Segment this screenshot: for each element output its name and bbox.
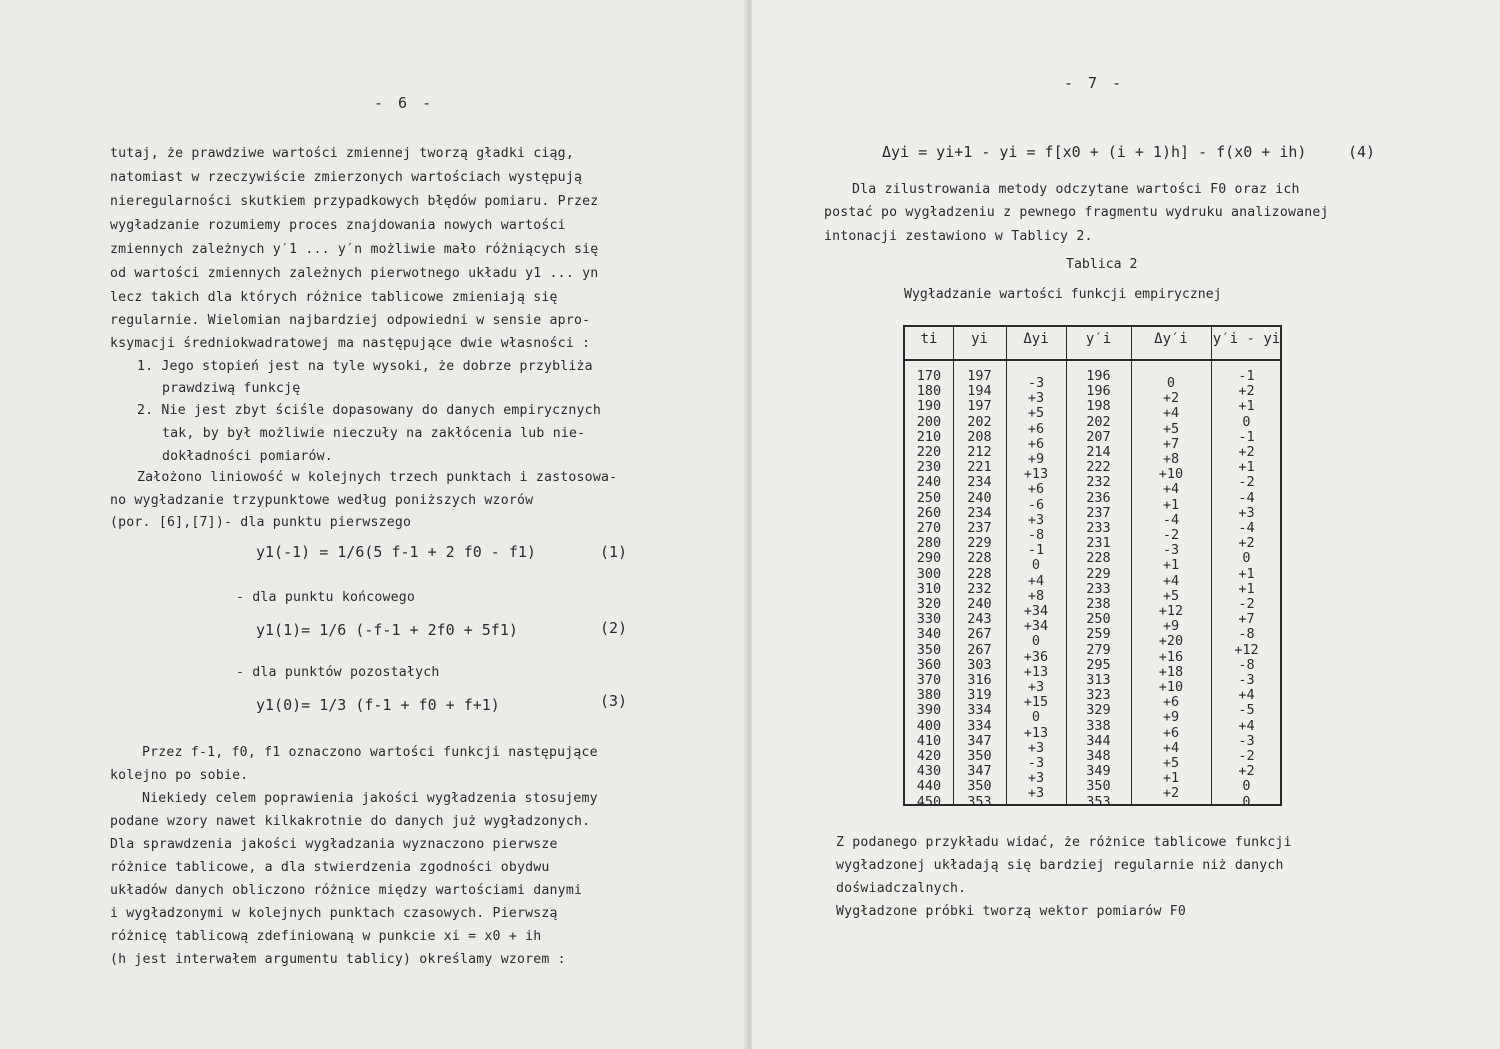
table-cell: +3 [1027, 390, 1045, 407]
text-line: Wygładzone próbki tworzą wektor pomiarów F0 [836, 904, 1187, 919]
table-cell: +2 [1238, 763, 1255, 780]
table-cell: +4 [1162, 481, 1180, 498]
table-cell: +13 [1023, 466, 1049, 483]
table-cell: +20 [1158, 633, 1184, 650]
table-cell: +5 [1162, 587, 1180, 604]
table-cell: 228 [967, 550, 992, 567]
text-line: Przez f-1, f0, f1 oznaczono wartości funkcji następujące [142, 745, 598, 760]
table-cell: +34 [1023, 618, 1049, 635]
table-cell: -8 [1027, 527, 1045, 544]
table-cell: +5 [1162, 755, 1180, 772]
table-cell: 197 [967, 398, 992, 415]
table-cell: 313 [1086, 672, 1111, 689]
table-cell: 259 [1086, 626, 1111, 643]
table-cell: 170 [916, 368, 942, 384]
table-cell: +36 [1023, 648, 1049, 665]
table-cell: +1 [1162, 770, 1180, 787]
text-line: ksymacji średniokwadratowej ma następujące dwie własności : [110, 336, 591, 351]
table-cell: 450 [916, 793, 942, 810]
text-line: no wygładzanie trzypunktowe według poniższych wzorów [110, 493, 534, 508]
table-cell: 230 [916, 459, 942, 476]
table-cell: 237 [1086, 504, 1111, 521]
table-cell: -2 [1238, 596, 1255, 613]
table-cell: -3 [1238, 732, 1255, 749]
table-cell: +6 [1027, 435, 1045, 452]
table-cell: 243 [967, 611, 992, 628]
table-cell: +15 [1023, 694, 1049, 711]
text-line: podane wzory nawet kilkakrotnie do danych już wygładzonych. [110, 814, 591, 829]
table-cell: 319 [967, 687, 992, 704]
table-cell: +2 [1238, 535, 1255, 552]
text-line: intonacji zestawiono w Tablicy 2. [824, 229, 1093, 244]
text-line: lecz takich dla których różnice tablicowe zmieniają się [110, 290, 558, 305]
table-cell: 323 [1086, 687, 1111, 704]
table-cell: -3 [1238, 672, 1255, 689]
table-cell: +5 [1027, 405, 1045, 422]
table-cell: 0 [1242, 793, 1251, 810]
table-cell: +6 [1027, 420, 1045, 437]
text-line: postać po wygładzeniu z pewnego fragmentu wydruku analizowanej [824, 205, 1329, 220]
table-cell: 0 [1166, 375, 1176, 391]
table-cell: 222 [1086, 459, 1111, 476]
table-cell: +4 [1238, 717, 1255, 734]
table-cell: 350 [967, 778, 992, 795]
table-cell: 212 [967, 444, 992, 461]
formula-number: (2) [600, 619, 628, 637]
table-cell: -4 [1238, 520, 1255, 537]
table-cell: 440 [916, 778, 942, 795]
formula-1: y1(-1) = 1/6(5 f-1 + 2 f0 - f1) [256, 543, 536, 561]
table-column-dy [1006, 376, 1066, 802]
table-cell: 347 [967, 763, 992, 780]
table-cell: 400 [916, 717, 942, 734]
table-cell: -5 [1238, 702, 1255, 719]
table-cell: 316 [967, 672, 992, 689]
table-cell: 410 [916, 732, 942, 749]
table-cell: 334 [967, 702, 992, 719]
table-cell: 197 [967, 368, 992, 384]
table-cell: +3 [1027, 739, 1045, 756]
table-cell: 198 [1086, 398, 1111, 415]
table-cell: 196 [1086, 383, 1111, 400]
table-cell: -3 [1027, 755, 1045, 772]
table-cell: 194 [967, 383, 992, 400]
table-cell: 202 [967, 413, 992, 430]
table-cell: 220 [916, 444, 942, 461]
table-cell: +12 [1158, 603, 1184, 620]
table-caption: Wygładzanie wartości funkcji empirycznej [904, 287, 1222, 302]
table-cell: 420 [916, 748, 942, 765]
table-cell: 330 [916, 611, 942, 628]
table-cell: +9 [1162, 709, 1180, 726]
table-cell: 348 [1086, 748, 1111, 765]
table-header-cell: y′i - yi [1212, 331, 1281, 347]
table-column-y-smoothed [1066, 369, 1131, 810]
table-cell: -1 [1238, 368, 1255, 384]
table-cell: +8 [1162, 451, 1180, 468]
table-cell: -1 [1027, 542, 1045, 559]
text-line: - dla punktów pozostałych [236, 665, 440, 680]
table-cell: 353 [1086, 793, 1111, 810]
table-cell: 0 [1242, 413, 1251, 430]
text-line: układów danych obliczono różnice między wartościami danymi [110, 883, 583, 898]
table-cell: +13 [1023, 724, 1049, 741]
table-cell: -4 [1162, 511, 1180, 528]
table-cell: +18 [1158, 663, 1184, 680]
table-cell: +7 [1162, 435, 1180, 452]
table-cell: +34 [1023, 603, 1049, 620]
table-cell: 430 [916, 763, 942, 780]
text-line: - dla punktu końcowego [236, 590, 416, 605]
list-item-continuation: prawdziwą funkcję [162, 381, 301, 396]
table-cell: 232 [967, 580, 992, 597]
text-line: Założono liniowość w kolejnych trzech punktach i zastosowa- [137, 470, 618, 485]
table-cell: 190 [916, 398, 942, 415]
table-cell: 267 [967, 641, 992, 658]
table-cell: 233 [1086, 520, 1111, 537]
list-item-continuation: dokładności pomiarów. [162, 449, 333, 464]
table-cell: 360 [916, 656, 942, 673]
table-cell: +12 [1234, 641, 1259, 658]
table-header-cell: y′i [1085, 331, 1112, 347]
table-cell: 236 [1086, 489, 1111, 506]
table-header-cell: Δyi [1023, 331, 1049, 347]
table-cell: 320 [916, 596, 942, 613]
text-line: różnicę tablicową zdefiniowaną w punkcie xi = x0 + ih [110, 929, 542, 944]
table-column-t [905, 369, 953, 810]
table-cell: 280 [916, 535, 942, 552]
table-cell: 229 [1086, 565, 1111, 582]
table-cell: +7 [1238, 611, 1255, 628]
table-cell: 347 [967, 732, 992, 749]
table-cell: 0 [1031, 633, 1041, 650]
list-item: 1. Jego stopień jest na tyle wysoki, że dobrze przybliża [137, 359, 593, 374]
table-cell: 232 [1086, 474, 1111, 491]
table-cell: 338 [1086, 717, 1111, 734]
table-cell: 349 [1086, 763, 1111, 780]
table-cell: 350 [916, 641, 942, 658]
table-column-dy-smoothed [1131, 376, 1211, 802]
table-cell: 221 [967, 459, 992, 476]
text-line: natomiast w rzeczywiście zmierzonych wartościach występują [110, 170, 583, 185]
table-cell: 290 [916, 550, 942, 567]
text-line: wygładzonej układają się bardziej regularnie niż danych [836, 858, 1284, 873]
table-cell: 300 [916, 565, 942, 582]
table-cell: +2 [1162, 785, 1180, 802]
table-cell: -3 [1162, 542, 1180, 559]
text-line: różnice tablicowe, a dla stwierdzenia zgodności obydwu [110, 860, 550, 875]
text-line: Dla zilustrowania metody odczytane wartości F0 oraz ich [852, 182, 1300, 197]
table-cell: -8 [1238, 656, 1255, 673]
table-cell: 0 [1242, 550, 1251, 567]
table-cell: +3 [1027, 770, 1045, 787]
formula-number: (1) [600, 543, 628, 561]
table-cell: +1 [1238, 459, 1255, 476]
table-cell: +5 [1162, 420, 1180, 437]
table-cell: +6 [1027, 481, 1045, 498]
table-cell: 310 [916, 580, 942, 597]
table-label: Tablica 2 [1066, 257, 1138, 272]
table-cell: 210 [916, 428, 942, 445]
table-cell: +9 [1162, 618, 1180, 635]
table-header-cell: yi [971, 331, 988, 347]
table-cell: 240 [916, 474, 942, 491]
table-cell: 390 [916, 702, 942, 719]
table-cell: +16 [1158, 648, 1184, 665]
table-cell: +3 [1027, 785, 1045, 802]
table-cell: 334 [967, 717, 992, 734]
table-cell: 295 [1086, 656, 1111, 673]
table-cell: 229 [967, 535, 992, 552]
table-cell: 0 [1031, 709, 1041, 726]
table-cell: +4 [1162, 739, 1180, 756]
table-cell: 350 [967, 748, 992, 765]
formula-3: y1(0)= 1/3 (f-1 + f0 + f+1) [256, 696, 500, 714]
table-cell: 238 [1086, 596, 1111, 613]
table-cell: 344 [1086, 732, 1111, 749]
table-cell: -6 [1027, 496, 1045, 513]
table-cell: +1 [1238, 565, 1255, 582]
table-cell: 250 [916, 489, 942, 506]
table-cell: 303 [967, 656, 992, 673]
formula-number: (3) [600, 692, 628, 710]
table-cell: 240 [967, 596, 992, 613]
text-line: tutaj, że prawdziwe wartości zmiennej tworzą gładki ciąg, [110, 146, 574, 161]
table-header-rule [905, 359, 1280, 361]
data-table [903, 325, 1282, 810]
text-line: doświadczalnych. [836, 881, 967, 896]
table-header-cell: Δy′i [1154, 331, 1188, 347]
table-cell: +1 [1162, 496, 1180, 513]
table-cell: 207 [1086, 428, 1111, 445]
table-cell: 208 [967, 428, 992, 445]
text-line: kolejno po sobie. [110, 768, 249, 783]
table-cell: 267 [967, 626, 992, 643]
table-cell: 250 [1086, 611, 1111, 628]
table-cell: 202 [1086, 413, 1111, 430]
list-item-continuation: tak, by był możliwie nieczuły na zakłócenia lub nie- [162, 426, 586, 441]
table-cell: 214 [1086, 444, 1111, 461]
right-page [752, 0, 1500, 1049]
table-cell: 228 [967, 565, 992, 582]
table-cell: 380 [916, 687, 942, 704]
table-cell: +2 [1238, 383, 1255, 400]
table-cell: -2 [1238, 474, 1255, 491]
table-column-difference [1211, 369, 1282, 810]
text-line: regularnie. Wielomian najbardziej odpowiedni w sensie apro- [110, 313, 591, 328]
table-cell: 196 [1086, 368, 1111, 384]
table-cell: 370 [916, 672, 942, 689]
table-cell: 180 [916, 383, 942, 400]
text-line: Niekiedy celem poprawienia jakości wygładzenia stosujemy [142, 791, 598, 806]
table-cell: 240 [967, 489, 992, 506]
table-cell: +10 [1158, 466, 1184, 483]
table-cell: 260 [916, 504, 942, 521]
table-cell: 200 [916, 413, 942, 430]
table-cell: +10 [1158, 679, 1184, 696]
table-cell: -4 [1238, 489, 1255, 506]
table-cell: +4 [1238, 687, 1255, 704]
formula-2: y1(1)= 1/6 (-f-1 + 2f0 + 5f1) [256, 621, 518, 639]
table-cell: +4 [1162, 572, 1180, 589]
table-header-cell: ti [920, 331, 938, 347]
table-cell: +4 [1027, 572, 1045, 589]
table-cell: +3 [1027, 679, 1045, 696]
table-cell: +2 [1162, 390, 1180, 407]
table-cell: 340 [916, 626, 942, 643]
formula-number: (4) [1348, 143, 1376, 161]
table-cell: 237 [967, 520, 992, 537]
table-cell: 228 [1086, 550, 1111, 567]
table-cell: +6 [1162, 694, 1180, 711]
table-cell: 234 [967, 504, 992, 521]
list-item: 2. Nie jest zbyt ściśle dopasowany do danych empirycznych [137, 403, 601, 418]
table-cell: 270 [916, 520, 942, 537]
table-cell: 329 [1086, 702, 1111, 719]
text-line: od wartości zmiennych zależnych pierwotnego układu y1 ... yn [110, 266, 599, 281]
table-cell: +13 [1023, 663, 1049, 680]
table-cell: 279 [1086, 641, 1111, 658]
text-line: (h jest interwałem argumentu tablicy) określamy wzorem : [110, 952, 566, 967]
table-cell: +1 [1238, 398, 1255, 415]
text-line: (por. [6],[7])- dla punktu pierwszego [110, 515, 412, 530]
table-cell: +8 [1027, 587, 1045, 604]
table-cell: -1 [1238, 428, 1255, 445]
text-line: Z podanego przykładu widać, że różnice tablicowe funkcji [836, 835, 1292, 850]
table-cell: 353 [967, 793, 992, 810]
table-cell: 234 [967, 474, 992, 491]
page-number: - 6 - [374, 94, 435, 112]
table-cell: +9 [1027, 451, 1045, 468]
text-line: nieregularności skutkiem przypadkowych błędów pomiaru. Przez [110, 194, 599, 209]
text-line: wygładzanie rozumiemy proces znajdowania nowych wartości [110, 218, 566, 233]
table-cell: -8 [1238, 626, 1255, 643]
left-page [0, 0, 748, 1049]
table-cell: 233 [1086, 580, 1111, 597]
table-cell: 350 [1086, 778, 1111, 795]
page-number: - 7 - [1064, 74, 1125, 92]
table-cell: 231 [1086, 535, 1111, 552]
table-cell: +3 [1238, 504, 1255, 521]
table-cell: -2 [1162, 527, 1180, 544]
table-cell: +1 [1162, 557, 1180, 574]
text-line: i wygładzonymi w kolejnych punktach czasowych. Pierwszą [110, 906, 558, 921]
formula-4: Δyi = yi+1 - yi = f[x0 + (i + 1)h] - f(x0 + ih) [882, 143, 1307, 161]
table-cell: +3 [1027, 511, 1045, 528]
table-cell: 0 [1031, 557, 1041, 574]
text-line: Dla sprawdzenia jakości wygładzania wyznaczono pierwsze [110, 837, 558, 852]
table-cell: +6 [1162, 724, 1180, 741]
table-cell: +2 [1238, 444, 1255, 461]
table-cell: +1 [1238, 580, 1255, 597]
table-cell: -3 [1027, 375, 1045, 391]
table-cell: -2 [1238, 748, 1255, 765]
table-cell: 0 [1242, 778, 1251, 795]
table-cell: +4 [1162, 405, 1180, 422]
table-column-y [953, 369, 1006, 810]
text-line: zmiennych zależnych y′1 ... y′n możliwie mało różniących się [110, 242, 599, 257]
